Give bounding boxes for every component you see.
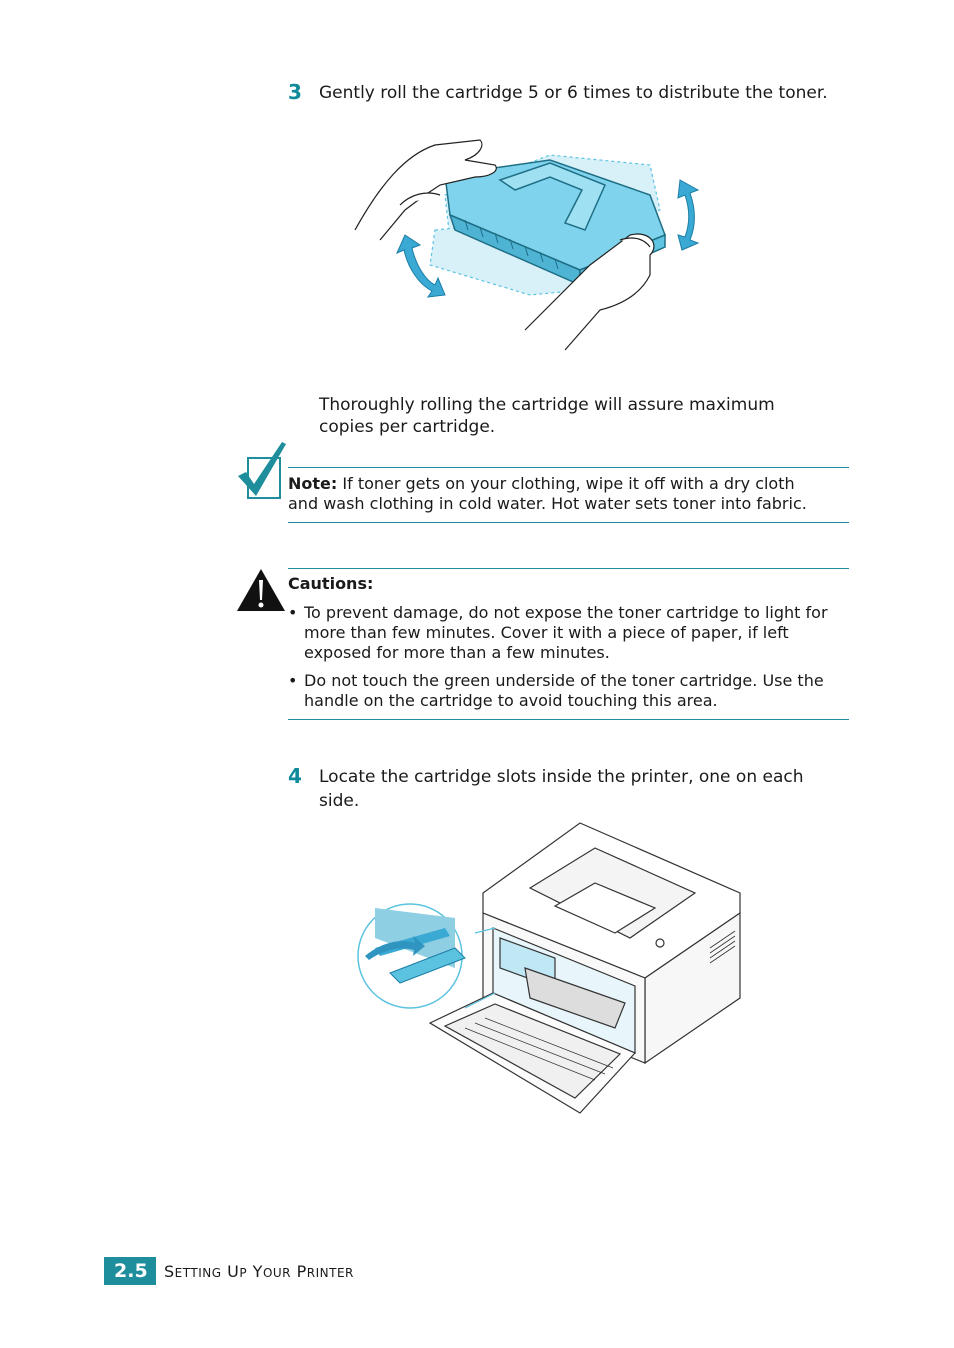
caution-bottom-rule: [288, 719, 849, 720]
step-number-3: 3: [288, 80, 302, 104]
cartridge-rolling-illustration: [350, 135, 710, 360]
caution-item-1-line1: To prevent damage, do not expose the toner cartridge to light for: [304, 603, 828, 622]
footer-title-rinter: RINTER: [306, 1266, 354, 1280]
note-line1: [288, 474, 853, 494]
footer-title-our: OUR: [262, 1266, 292, 1280]
footer-title-etting: ETTING: [174, 1266, 222, 1280]
caution-item-1: [288, 603, 853, 663]
footer-title-p: P: [239, 1266, 248, 1280]
caution-item-2-line1: Do not touch the green underside of the toner cartridge. Use the: [304, 671, 824, 690]
bullet-dot: •: [288, 603, 298, 622]
caution-top-rule: [288, 568, 849, 569]
rolling-note-line2: copies per cartridge.: [319, 417, 496, 437]
cautions-label: Cautions:: [288, 574, 374, 593]
page-number-badge: 2.5: [104, 1257, 156, 1285]
footer-title-P: P: [296, 1262, 307, 1281]
note-top-rule: [288, 467, 849, 468]
step-4-line1: Locate the cartridge slots inside the printer, one on each: [319, 767, 804, 787]
bullet-dot: •: [288, 671, 298, 690]
footer-title-Y: Y: [252, 1262, 263, 1281]
footer-chapter-title: [164, 1262, 354, 1281]
note-text-1: If toner gets on your clothing, wipe it off with a dry cloth: [342, 474, 795, 493]
step-number-4: 4: [288, 764, 302, 788]
step-3-text: Gently roll the cartridge 5 or 6 times to distribute the toner.: [319, 83, 828, 103]
rolling-note-line1: Thoroughly rolling the cartridge will assure maximum: [319, 395, 775, 415]
checkmark-note-icon: [236, 440, 288, 502]
caution-item-2: [288, 671, 853, 711]
step-4-line2: side.: [319, 791, 360, 811]
caution-item-1-line2: more than few minutes. Cover it with a piece of paper, if left: [304, 623, 789, 642]
note-bottom-rule: [288, 522, 849, 523]
footer-title-U: U: [227, 1262, 240, 1281]
footer-title-S: S: [164, 1262, 175, 1281]
note-line2: and wash clothing in cold water. Hot water sets toner into fabric.: [288, 494, 807, 513]
warning-triangle-icon: [236, 568, 286, 612]
note-label: Note:: [288, 474, 338, 493]
caution-item-2-line2: handle on the cartridge to avoid touching this area.: [304, 691, 718, 710]
caution-item-1-line3: exposed for more than a few minutes.: [304, 643, 610, 662]
printer-cartridge-slot-illustration: [355, 818, 747, 1120]
